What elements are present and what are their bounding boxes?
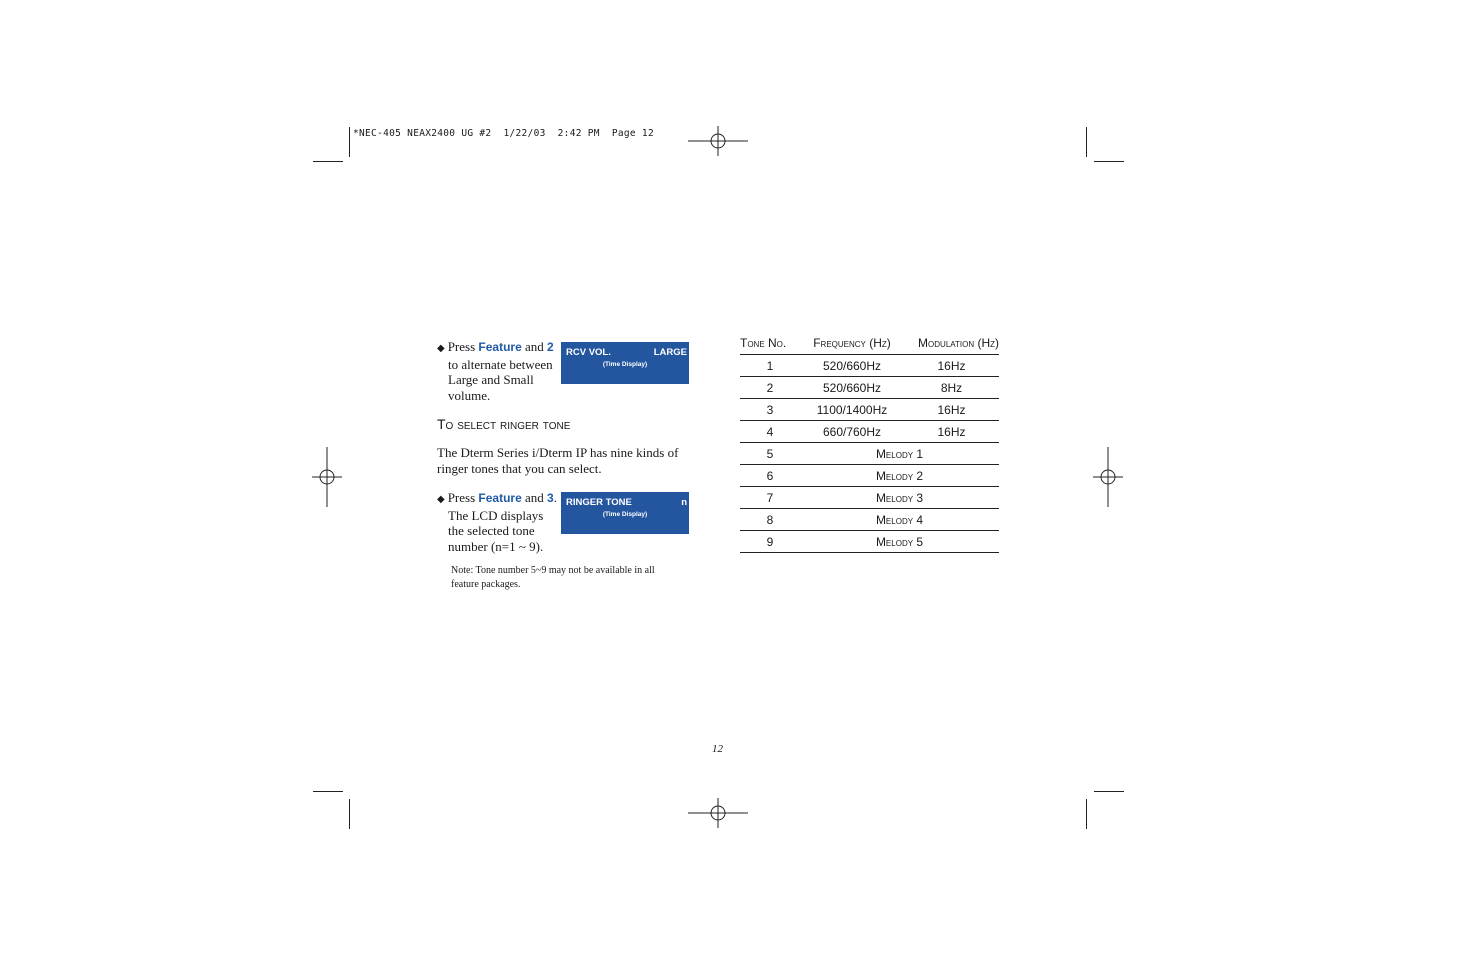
step-line: volume. xyxy=(448,387,491,403)
ringer-tone-table xyxy=(740,332,999,553)
registration-mark-bottom xyxy=(688,798,748,828)
lcd-sub-text: (Time Display) xyxy=(602,511,648,518)
step-ringer-tone xyxy=(437,490,562,554)
note-line: feature packages. xyxy=(451,579,521,590)
tone-number: 4 xyxy=(740,421,800,443)
table-row xyxy=(740,443,999,465)
bullet-icon: ◆ xyxy=(437,343,445,354)
column-header-tone-no: Tone No. xyxy=(740,332,800,355)
melody-cell: Melody 1 xyxy=(800,443,999,465)
frequency-cell: 660/760Hz xyxy=(800,421,904,443)
modulation-cell: 16Hz xyxy=(904,399,999,421)
step-line: Large and Small xyxy=(448,372,534,387)
registration-mark-left xyxy=(312,447,342,507)
tone-number: 5 xyxy=(740,443,800,465)
lcd-sub-text: (Time Display) xyxy=(602,361,648,368)
table-row xyxy=(740,377,999,399)
lcd-display-volume xyxy=(561,342,689,384)
table-header-row xyxy=(740,332,999,355)
step-volume xyxy=(437,339,562,403)
registration-mark-right xyxy=(1093,447,1123,507)
tone-number: 9 xyxy=(740,531,800,553)
table-row xyxy=(740,465,999,487)
step-line: to alternate between xyxy=(448,356,553,372)
step-line: number (n=1 ~ 9). xyxy=(448,538,544,554)
section-heading: To select ringer tone xyxy=(437,416,571,432)
table-row xyxy=(740,487,999,509)
intro-line: The Dterm Series i/Dterm IP has nine kinds of xyxy=(437,445,679,460)
modulation-cell: 16Hz xyxy=(904,421,999,443)
column-header-modulation: Modulation (Hz) xyxy=(904,332,999,355)
press-text: Press xyxy=(447,490,476,505)
registration-mark-top xyxy=(688,126,748,156)
frequency-cell: 520/660Hz xyxy=(800,377,904,399)
step-line: the selected tone xyxy=(448,523,535,538)
tone-number: 6 xyxy=(740,465,800,487)
table-row xyxy=(740,421,999,443)
table-row xyxy=(740,531,999,553)
lcd-right-text: LARGE xyxy=(653,347,687,358)
feature-key-label: Feature xyxy=(478,491,522,505)
lcd-display-ringer xyxy=(561,492,689,534)
and-text: and xyxy=(525,339,544,354)
feature-key-label: Feature xyxy=(478,340,522,354)
note-line: Note: Tone number 5~9 may not be available in all xyxy=(451,565,655,576)
table-row xyxy=(740,355,999,377)
lcd-right-text: n xyxy=(681,497,687,508)
frequency-cell: 520/660Hz xyxy=(800,355,904,377)
melody-cell: Melody 4 xyxy=(800,509,999,531)
bullet-icon: ◆ xyxy=(437,494,445,505)
tone-number: 7 xyxy=(740,487,800,509)
print-slug: *NEC-405 NEAX2400 UG #2 1/22/03 2:42 PM Page 12 xyxy=(353,128,654,139)
melody-cell: Melody 5 xyxy=(800,531,999,553)
frequency-cell: 1100/1400Hz xyxy=(800,399,904,421)
key-3-label: 3 xyxy=(547,491,554,505)
lcd-left-text: RCV VOL. xyxy=(566,347,611,358)
tone-number: 1 xyxy=(740,355,800,377)
table-row xyxy=(740,399,999,421)
modulation-cell: 8Hz xyxy=(904,377,999,399)
tone-number: 2 xyxy=(740,377,800,399)
table-row xyxy=(740,509,999,531)
modulation-cell: 16Hz xyxy=(904,355,999,377)
intro-paragraph xyxy=(437,445,697,476)
and-text: and xyxy=(525,490,544,505)
melody-cell: Melody 3 xyxy=(800,487,999,509)
tone-number: 8 xyxy=(740,509,800,531)
press-text: Press xyxy=(447,339,476,354)
key-2-label: 2 xyxy=(547,340,554,354)
intro-line: ringer tones that you can select. xyxy=(437,460,602,476)
step-line: The LCD displays xyxy=(448,507,544,523)
melody-cell: Melody 2 xyxy=(800,465,999,487)
tone-number: 3 xyxy=(740,399,800,421)
period-text: . xyxy=(553,490,557,505)
page-number: 12 xyxy=(712,743,723,755)
lcd-left-text: RINGER TONE xyxy=(566,497,632,508)
column-header-frequency: Frequency (Hz) xyxy=(800,332,904,355)
note xyxy=(451,564,701,592)
